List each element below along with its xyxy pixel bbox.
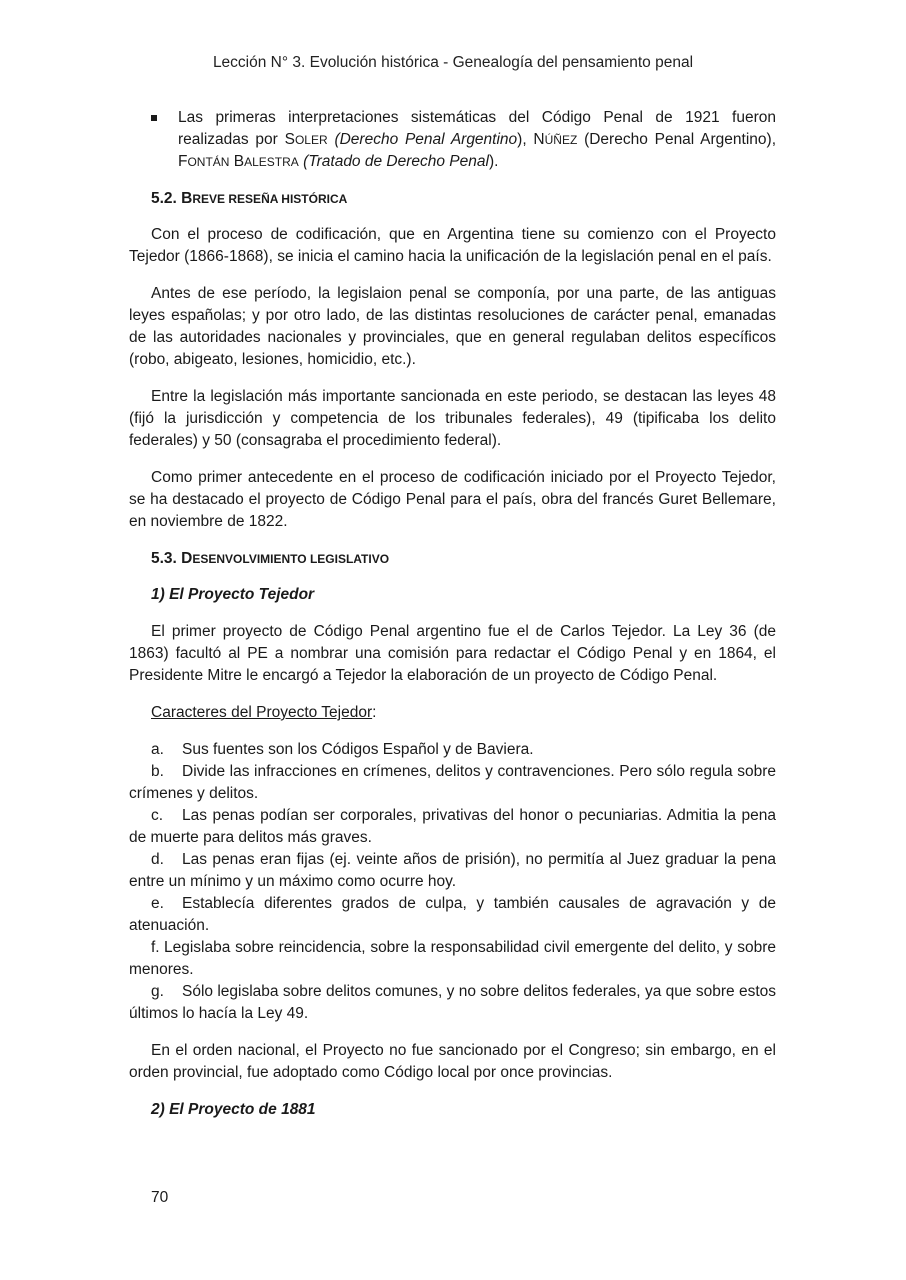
paragraph: Antes de ese período, la legislaion penal se componía, por una parte, de las antiguas leyes españolas; y por otro lado, de las distintas resoluciones de carácter penal, emanadas de las autoridades nacionales y provinciales, que en general regulaban delitos específicos (robo, abigeato, lesiones, homicidio, etc.). [129,285,776,368]
running-header: Lección N° 3. Evolución histórica - Genealogía del pensamiento penal [212,54,694,71]
paragraph: Como primer antecedente en el proceso de codificación iniciado por el Proyecto Tejedor, se ha destacado el proyecto de Código Penal para el país, obra del francés Guret Bellemare, en noviembre de 1822. [129,469,776,530]
list-item: e. Establecía diferentes grados de culpa, y también causales de agravación y de atenuación. [129,895,776,934]
list-item: f. Legislaba sobre reincidencia, sobre la responsabilidad civil emergente del delito, y sobre menores. [129,939,776,978]
work-title: (Tratado de Derecho Penal [303,153,489,170]
author-soler: SOLER [284,131,328,148]
paragraph: Entre la legislación más importante sancionada en este periodo, se destacan las leyes 48 (fijó la jurisdicción y competencia de los tribunales federales), 49 (tipificaba los delito federales) y 50 (consagraba el procedimiento federal). [129,388,776,449]
subheading-proyecto-1881: 2) El Proyecto de 1881 [151,1101,316,1118]
bullet-item [129,107,776,173]
bullet-text: Las primeras interpretaciones sistemáticas del Código Penal de 1921 fueron realizadas por SOLER (Derecho Penal Argentino), NÚÑEZ (Derecho Penal Argentino), FONTÁN BALESTRA (Tratado de Derecho Penal). [178,109,776,170]
paragraph: En el orden nacional, el Proyecto no fue sancionado por el Congreso; sin embargo, en el orden provincial, fue adoptado como Código local por once provincias. [129,1042,776,1081]
section-heading-5-3: 5.3. DESENVOLVIMIENTO LEGISLATIVO [151,550,390,567]
author-fontan-balestra: FONTÁN BALESTRA [178,153,299,170]
list-item: a. Sus fuentes son los Códigos Español y de Baviera. [151,741,534,758]
author-nunez: NÚÑEZ [533,131,578,148]
paragraph: El primer proyecto de Código Penal argentino fue el de Carlos Tejedor. La Ley 36 (de 1863) facultó al PE a nombrar una comisión para redactar el Código Penal y en 1864, el Presidente Mitre le encargó a Tejedor la elaboración de un proyecto de Código Penal. [129,623,776,684]
work-title: (Derecho Penal Argentino [334,131,518,148]
page-body [129,107,776,1136]
list-item: b. Divide las infracciones en crímenes, delitos y contravenciones. Pero sólo regula sobre crímenes y delitos. [129,763,776,802]
caracteres-label: Caracteres del Proyecto Tejedor: [151,704,377,721]
paragraph: Con el proceso de codificación, que en Argentina tiene su comienzo con el Proyecto Tejedor (1866-1868), se inicia el camino hacia la unificación de la legislación penal en el país. [129,226,776,265]
square-bullet-icon [151,115,157,121]
section-heading-5-2: 5.2. BREVE RESEÑA HISTÓRICA [151,190,348,207]
list-item: g. Sólo legislaba sobre delitos comunes, y no sobre delitos federales, ya que sobre estos últimos lo hacía la Ley 49. [129,983,776,1022]
list-item: c. Las penas podían ser corporales, privativas del honor o pecuniarias. Admitia la pena de muerte para delitos más graves. [129,807,776,846]
page-number: 70 [151,1189,169,1206]
caracteres-list [129,739,776,1025]
subheading-proyecto-tejedor: 1) El Proyecto Tejedor [151,586,315,603]
list-item: d. Las penas eran fijas (ej. veinte años de prisión), no permitía al Juez graduar la pena entre un mínimo y un máximo como ocurre hoy. [129,851,776,890]
